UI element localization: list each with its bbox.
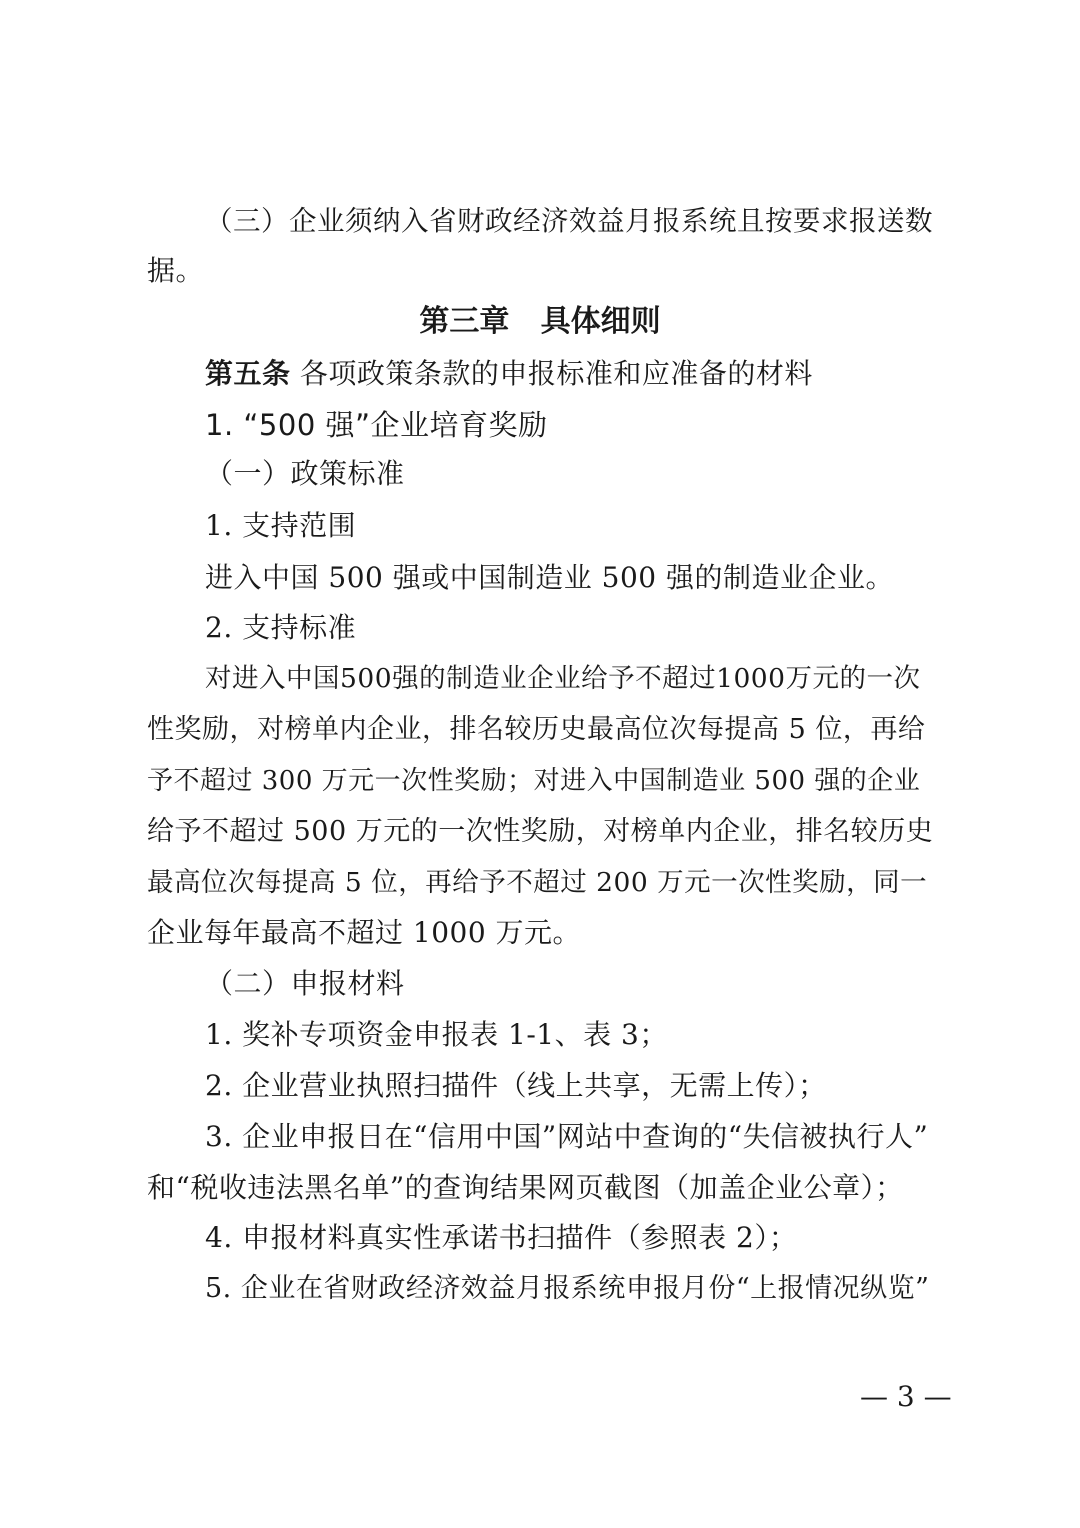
material-item-4: 4. 申报材料真实性承诺书扫描件（参照表 2）； xyxy=(205,1221,798,1254)
material-item-2: 2. 企业营业执照扫描件（线上共享，无需上传）； xyxy=(205,1069,827,1102)
paragraph-3-line-2: 据。 xyxy=(147,254,205,287)
article-text: 各项政策条款的申报标准和应准备的材料 xyxy=(290,357,813,390)
support-standard-label: 2. 支持标准 xyxy=(205,611,357,644)
page-number: — 3 — xyxy=(860,1380,952,1413)
paragraph-3-line-1: （三）企业须纳入省财政经济效益月报系统且按要求报送数 xyxy=(205,205,933,237)
section-1-title: 1. “500 强”企业培育奖励 xyxy=(205,408,548,442)
support-scope-label: 1. 支持范围 xyxy=(205,509,357,542)
chapter-title: 第三章 具体细则 xyxy=(419,304,661,339)
policy-standard-heading: （一）政策标准 xyxy=(205,457,405,490)
standard-line-3: 予不超过 300 万元一次性奖励；对进入中国制造业 500 强的企业 xyxy=(147,766,921,796)
standard-line-4: 给予不超过 500 万元的一次性奖励，对榜单内企业，排名较历史 xyxy=(147,816,934,847)
material-item-1: 1. 奖补专项资金申报表 1-1、表 3； xyxy=(205,1018,668,1051)
standard-line-2: 性奖励，对榜单内企业，排名较历史最高位次每提高 5 位，再给 xyxy=(147,714,926,745)
material-item-5: 5. 企业在省财政经济效益月报系统申报月份“上报情况纵览” xyxy=(205,1273,930,1304)
standard-line-6: 企业每年最高不超过 1000 万元。 xyxy=(147,916,582,949)
material-item-3-line-2: 和“税收违法黑名单”的查询结果网页截图（加盖企业公章）； xyxy=(147,1171,904,1204)
materials-heading: （二）申报材料 xyxy=(205,967,405,1000)
support-scope-text: 进入中国 500 强或中国制造业 500 强的制造业企业。 xyxy=(205,561,894,594)
standard-line-5: 最高位次每提高 5 位，再给予不超过 200 万元一次性奖励，同一 xyxy=(147,867,928,898)
article-label: 第五条 xyxy=(205,357,291,390)
standard-line-1: 对进入中国500强的制造业企业给予不超过1000万元的一次 xyxy=(205,663,921,694)
article-5 xyxy=(205,354,813,394)
material-item-3-line-1: 3. 企业申报日在“信用中国”网站中查询的“失信被执行人” xyxy=(205,1120,929,1153)
